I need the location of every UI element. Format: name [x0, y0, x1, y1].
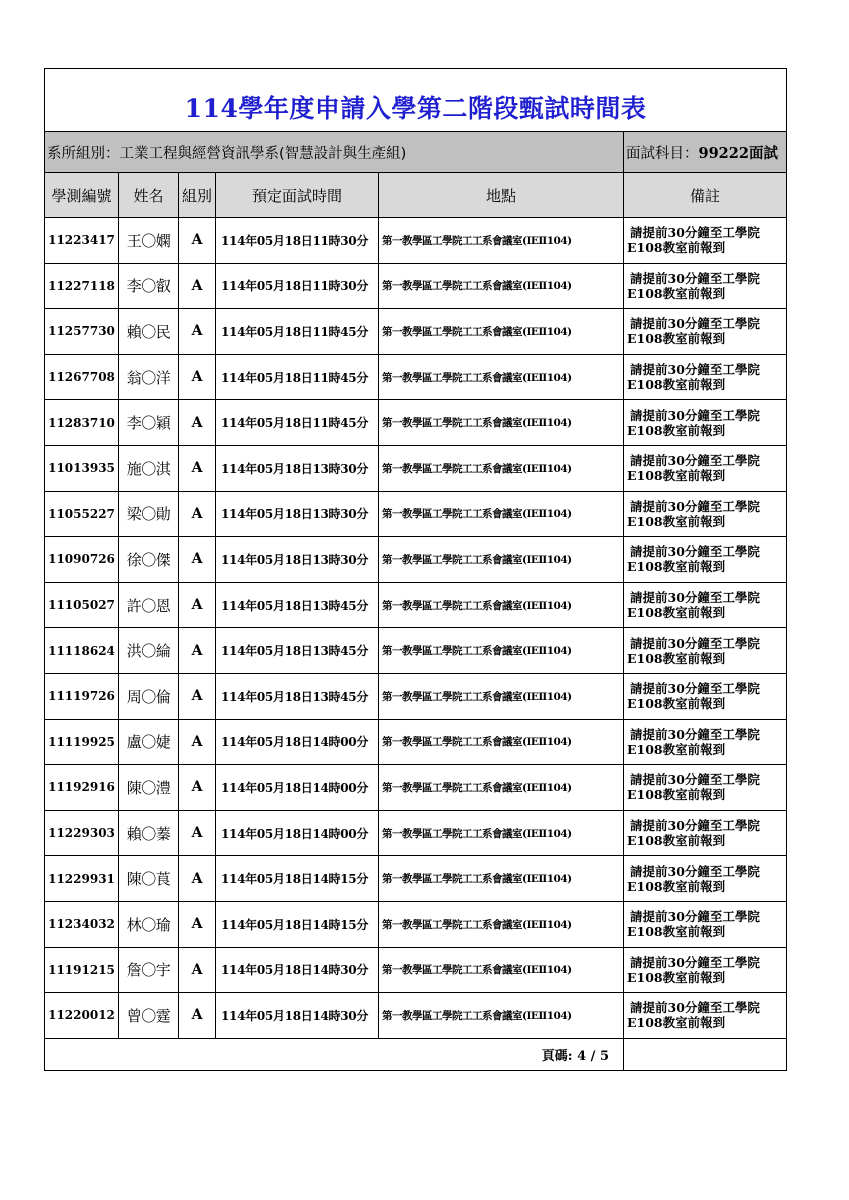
- note-line-2: E108教室前報到: [627, 331, 726, 347]
- group-cell: A: [179, 309, 216, 355]
- group-cell: A: [179, 354, 216, 400]
- interview-time-cell: 114年05月18日14時00分: [216, 719, 379, 765]
- student-name-cell: 李〇穎: [119, 400, 179, 446]
- student-name-cell: 王〇嫻: [119, 218, 179, 264]
- table-row: [45, 993, 787, 1039]
- interview-time-cell: 114年05月18日13時30分: [216, 491, 379, 537]
- interview-time-cell: 114年05月18日13時45分: [216, 628, 379, 674]
- note-cell: [624, 445, 787, 491]
- note-cell: [624, 765, 787, 811]
- student-id-cell: 11220012: [45, 993, 119, 1039]
- student-name-cell: 李〇叡: [119, 263, 179, 309]
- interview-schedule-table: [44, 68, 787, 1071]
- student-id-cell: 11267708: [45, 354, 119, 400]
- note-cell: [624, 218, 787, 264]
- column-header-time: 預定面試時間: [216, 173, 379, 218]
- note-line-1: 請提前30分鐘至工學院: [630, 909, 760, 925]
- interview-time-cell: 114年05月18日14時15分: [216, 901, 379, 947]
- group-cell: A: [179, 218, 216, 264]
- group-cell: A: [179, 901, 216, 947]
- page-title: 114學年度申請入學第二階段甄試時間表: [184, 94, 647, 123]
- student-name-cell: 周〇倫: [119, 673, 179, 719]
- student-id-cell: 11118624: [45, 628, 119, 674]
- column-header-location: 地點: [379, 173, 624, 218]
- interview-time-cell: 114年05月18日14時00分: [216, 765, 379, 811]
- location-cell: 第一教學區工學院工工系會議室(IEⅡ104): [379, 810, 624, 856]
- note-line-1: 請提前30分鐘至工學院: [630, 407, 760, 423]
- group-cell: A: [179, 263, 216, 309]
- group-cell: A: [179, 856, 216, 902]
- note-line-1: 請提前30分鐘至工學院: [630, 818, 760, 834]
- location-cell: 第一教學區工學院工工系會議室(IEⅡ104): [379, 582, 624, 628]
- note-line-2: E108教室前報到: [627, 833, 726, 849]
- note-line-2: E108教室前報到: [627, 878, 726, 894]
- note-line-1: 請提前30分鐘至工學院: [630, 362, 760, 378]
- location-cell: 第一教學區工學院工工系會議室(IEⅡ104): [379, 400, 624, 446]
- student-id-cell: 11119726: [45, 673, 119, 719]
- note-cell: [624, 901, 787, 947]
- student-id-cell: 11223417: [45, 218, 119, 264]
- note-line-1: 請提前30分鐘至工學院: [630, 1000, 760, 1016]
- note-cell: [624, 400, 787, 446]
- note-line-2: E108教室前報到: [627, 513, 726, 529]
- note-line-1: 請提前30分鐘至工學院: [630, 681, 760, 697]
- student-id-cell: 11013935: [45, 445, 119, 491]
- table-row: [45, 582, 787, 628]
- department-label: 系所組別：工業工程與經營資訊學系(智慧設計與生產組): [45, 132, 624, 173]
- note-cell: [624, 673, 787, 719]
- note-line-1: 請提前30分鐘至工學院: [630, 590, 760, 606]
- info-row: [45, 132, 787, 173]
- interview-time-cell: 114年05月18日13時45分: [216, 582, 379, 628]
- location-cell: 第一教學區工學院工工系會議室(IEⅡ104): [379, 309, 624, 355]
- student-id-cell: 11055227: [45, 491, 119, 537]
- location-cell: 第一教學區工學院工工系會議室(IEⅡ104): [379, 263, 624, 309]
- interview-time-cell: 114年05月18日11時30分: [216, 218, 379, 264]
- note-cell: [624, 537, 787, 583]
- student-id-cell: 11192916: [45, 765, 119, 811]
- group-cell: A: [179, 628, 216, 674]
- group-cell: A: [179, 491, 216, 537]
- student-name-cell: 徐〇傑: [119, 537, 179, 583]
- table-row: [45, 309, 787, 355]
- interview-time-cell: 114年05月18日13時30分: [216, 445, 379, 491]
- student-id-cell: 11105027: [45, 582, 119, 628]
- note-line-1: 請提前30分鐘至工學院: [630, 954, 760, 970]
- note-cell: [624, 354, 787, 400]
- location-cell: 第一教學區工學院工工系會議室(IEⅡ104): [379, 673, 624, 719]
- note-line-1: 請提前30分鐘至工學院: [630, 726, 760, 742]
- location-cell: 第一教學區工學院工工系會議室(IEⅡ104): [379, 901, 624, 947]
- note-line-1: 請提前30分鐘至工學院: [630, 453, 760, 469]
- table-row: [45, 628, 787, 674]
- note-line-1: 請提前30分鐘至工學院: [630, 635, 760, 651]
- interview-time-cell: 114年05月18日13時30分: [216, 537, 379, 583]
- note-line-2: E108教室前報到: [627, 1015, 726, 1031]
- interview-time-cell: 114年05月18日14時30分: [216, 947, 379, 993]
- group-cell: A: [179, 993, 216, 1039]
- column-header-name: 姓名: [119, 173, 179, 218]
- note-line-2: E108教室前報到: [627, 650, 726, 666]
- note-cell: [624, 719, 787, 765]
- group-cell: A: [179, 719, 216, 765]
- student-name-cell: 施〇淇: [119, 445, 179, 491]
- note-line-1: 請提前30分鐘至工學院: [630, 498, 760, 514]
- subject-value: 99222面試: [698, 144, 778, 162]
- note-cell: [624, 491, 787, 537]
- note-line-2: E108教室前報到: [627, 240, 726, 256]
- table-row: [45, 445, 787, 491]
- location-cell: 第一教學區工學院工工系會議室(IEⅡ104): [379, 491, 624, 537]
- group-cell: A: [179, 673, 216, 719]
- footer-row: [45, 1038, 787, 1070]
- interview-time-cell: 114年05月18日11時30分: [216, 263, 379, 309]
- table-row: [45, 537, 787, 583]
- group-cell: A: [179, 810, 216, 856]
- interview-time-cell: 114年05月18日11時45分: [216, 354, 379, 400]
- column-header-id: 學測編號: [45, 173, 119, 218]
- note-cell: [624, 309, 787, 355]
- note-line-2: E108教室前報到: [627, 377, 726, 393]
- student-name-cell: 盧〇婕: [119, 719, 179, 765]
- location-cell: 第一教學區工學院工工系會議室(IEⅡ104): [379, 354, 624, 400]
- table-row: [45, 400, 787, 446]
- interview-time-cell: 114年05月18日13時45分: [216, 673, 379, 719]
- note-cell: [624, 263, 787, 309]
- note-line-2: E108教室前報到: [627, 559, 726, 575]
- table-row: [45, 354, 787, 400]
- student-name-cell: 翁〇洋: [119, 354, 179, 400]
- column-header-note: 備註: [624, 173, 787, 218]
- table-row: [45, 901, 787, 947]
- student-id-cell: 11229303: [45, 810, 119, 856]
- note-line-1: 請提前30分鐘至工學院: [630, 544, 760, 560]
- location-cell: 第一教學區工學院工工系會議室(IEⅡ104): [379, 947, 624, 993]
- student-name-cell: 梁〇勛: [119, 491, 179, 537]
- interview-time-cell: 114年05月18日11時45分: [216, 309, 379, 355]
- note-line-2: E108教室前報到: [627, 924, 726, 940]
- student-id-cell: 11119925: [45, 719, 119, 765]
- location-cell: 第一教學區工學院工工系會議室(IEⅡ104): [379, 628, 624, 674]
- group-cell: A: [179, 582, 216, 628]
- location-cell: 第一教學區工學院工工系會議室(IEⅡ104): [379, 537, 624, 583]
- student-name-cell: 賴〇蓁: [119, 810, 179, 856]
- note-line-2: E108教室前報到: [627, 285, 726, 301]
- student-name-cell: 曾〇霆: [119, 993, 179, 1039]
- student-id-cell: 11227118: [45, 263, 119, 309]
- interview-time-cell: 114年05月18日14時15分: [216, 856, 379, 902]
- column-header-group: 組別: [179, 173, 216, 218]
- interview-time-cell: 114年05月18日14時00分: [216, 810, 379, 856]
- location-cell: 第一教學區工學院工工系會議室(IEⅡ104): [379, 765, 624, 811]
- group-cell: A: [179, 537, 216, 583]
- note-line-1: 請提前30分鐘至工學院: [630, 863, 760, 879]
- student-name-cell: 林〇瑜: [119, 901, 179, 947]
- table-row: [45, 491, 787, 537]
- note-cell: [624, 628, 787, 674]
- header-row: [45, 173, 787, 218]
- table-row: [45, 263, 787, 309]
- note-line-2: E108教室前報到: [627, 741, 726, 757]
- student-name-cell: 詹〇宇: [119, 947, 179, 993]
- student-name-cell: 許〇恩: [119, 582, 179, 628]
- note-line-2: E108教室前報到: [627, 605, 726, 621]
- group-cell: A: [179, 445, 216, 491]
- note-line-2: E108教室前報到: [627, 787, 726, 803]
- note-line-1: 請提前30分鐘至工學院: [630, 225, 760, 241]
- table-row: [45, 765, 787, 811]
- interview-time-cell: 114年05月18日11時45分: [216, 400, 379, 446]
- note-cell: [624, 810, 787, 856]
- student-name-cell: 洪〇綸: [119, 628, 179, 674]
- table-row: [45, 218, 787, 264]
- student-id-cell: 11283710: [45, 400, 119, 446]
- table-row: [45, 947, 787, 993]
- student-name-cell: 陳〇莨: [119, 856, 179, 902]
- subject-cell: [624, 132, 787, 173]
- note-line-1: 請提前30分鐘至工學院: [630, 316, 760, 332]
- subject-label: 面試科目：: [626, 145, 699, 162]
- note-line-2: E108教室前報到: [627, 696, 726, 712]
- note-line-1: 請提前30分鐘至工學院: [630, 270, 760, 286]
- student-id-cell: 11234032: [45, 901, 119, 947]
- note-cell: [624, 856, 787, 902]
- table-row: [45, 856, 787, 902]
- interview-time-cell: 114年05月18日14時30分: [216, 993, 379, 1039]
- title-cell: [45, 69, 787, 132]
- note-line-2: E108教室前報到: [627, 468, 726, 484]
- location-cell: 第一教學區工學院工工系會議室(IEⅡ104): [379, 445, 624, 491]
- student-id-cell: 11090726: [45, 537, 119, 583]
- table-row: [45, 810, 787, 856]
- group-cell: A: [179, 400, 216, 446]
- note-cell: [624, 582, 787, 628]
- note-line-2: E108教室前報到: [627, 422, 726, 438]
- group-cell: A: [179, 947, 216, 993]
- location-cell: 第一教學區工學院工工系會議室(IEⅡ104): [379, 218, 624, 264]
- location-cell: 第一教學區工學院工工系會議室(IEⅡ104): [379, 719, 624, 765]
- table-row: [45, 719, 787, 765]
- note-cell: [624, 993, 787, 1039]
- student-name-cell: 陳〇澧: [119, 765, 179, 811]
- title-row: [45, 69, 787, 132]
- student-id-cell: 11191215: [45, 947, 119, 993]
- page-number: 頁碼: 4 / 5: [45, 1038, 624, 1070]
- student-id-cell: 11257730: [45, 309, 119, 355]
- table-row: [45, 673, 787, 719]
- footer-blank-cell: [624, 1038, 787, 1070]
- note-line-2: E108教室前報到: [627, 969, 726, 985]
- group-cell: A: [179, 765, 216, 811]
- student-id-cell: 11229931: [45, 856, 119, 902]
- student-name-cell: 賴〇民: [119, 309, 179, 355]
- location-cell: 第一教學區工學院工工系會議室(IEⅡ104): [379, 993, 624, 1039]
- location-cell: 第一教學區工學院工工系會議室(IEⅡ104): [379, 856, 624, 902]
- note-line-1: 請提前30分鐘至工學院: [630, 772, 760, 788]
- note-cell: [624, 947, 787, 993]
